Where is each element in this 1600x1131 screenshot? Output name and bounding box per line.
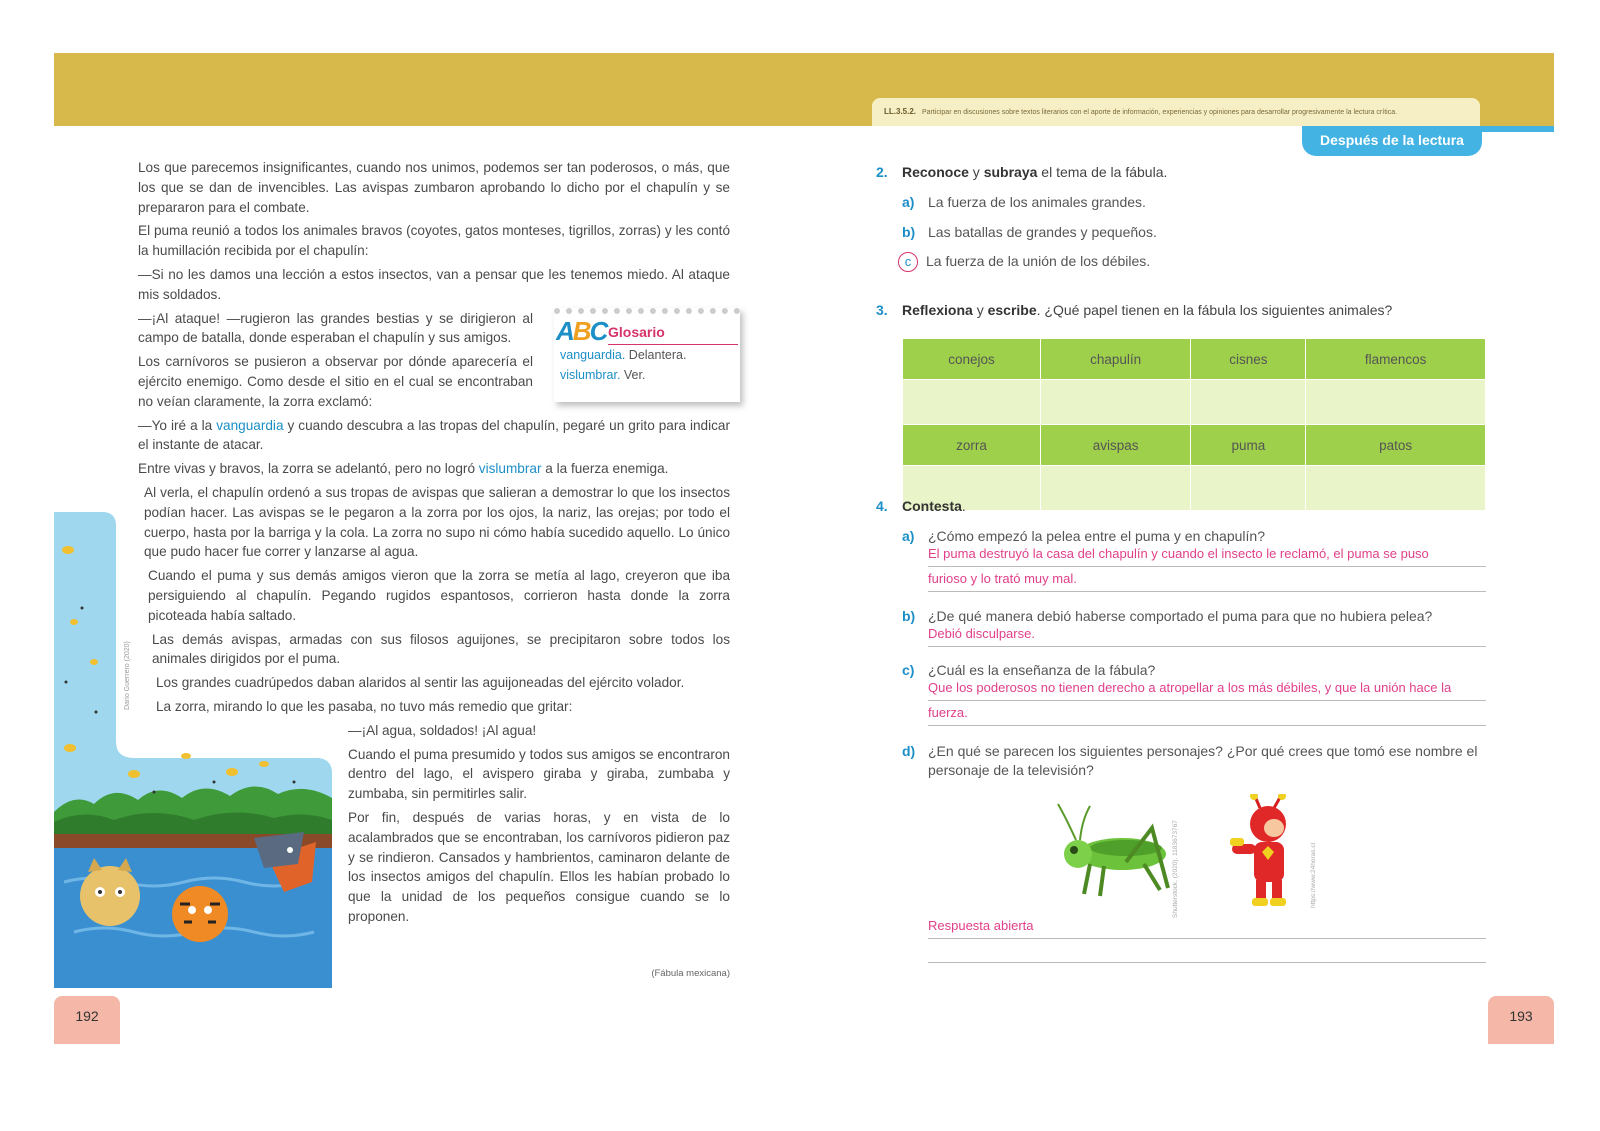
table-header-cell: avispas: [1040, 425, 1190, 466]
grasshopper-credit: Shutterstock, (2020). 1183673767: [1172, 820, 1179, 918]
paragraph: —¡Al ataque! —rugieron las grandes bestias y se dirigieron al campo de batalla, donde esperaban el chapulín y sus amigos.: [138, 310, 533, 346]
glossary-entry: vislumbrar. Ver.: [560, 368, 646, 382]
answer-cell[interactable]: [1191, 466, 1306, 511]
grasshopper-image: [1056, 798, 1176, 908]
answer-cell[interactable]: [1040, 466, 1190, 511]
option-c-selected[interactable]: c La fuerza de la unión de los débiles.: [902, 252, 1150, 272]
question-4d: d) ¿En qué se parecen los siguientes personajes? ¿Por qué crees que tomó ese nombre el personaje de la televisión?: [902, 743, 1478, 778]
standard-code: LL.3.5.2.: [884, 107, 917, 116]
glossary-box: [554, 308, 740, 402]
table-header-cell: flamencos: [1306, 339, 1486, 380]
paragraph: —Si no les damos una lección a estos insectos, van a pensar que les tenemos miedo. Al ataque mis soldados.: [138, 266, 730, 302]
paragraph: Los carnívoros se pusieron a observar por dónde aparecería el ejército enemigo. Como desde el sitio en el cual se encontraban no veían claramente, la zorra exclamó:: [138, 354, 533, 409]
selected-circle-mark: c: [898, 252, 918, 272]
question-3: 3. Reflexiona y escribe. ¿Qué papel tienen en la fábula los siguientes animales?: [876, 302, 1393, 318]
question-4a: a) ¿Cómo empezó la pelea entre el puma y en chapulín?: [902, 528, 1265, 544]
glossary-header: [554, 316, 740, 346]
character-credit: https://www.24horas.cl: [1310, 842, 1317, 908]
answer-cell[interactable]: [1191, 380, 1306, 425]
animals-table: [902, 338, 1486, 511]
paragraph: —Yo iré a la vanguardia y cuando descubra a las tropas del chapulín, pegaré un grito para indicar el instante de atacar.: [138, 417, 731, 453]
table-header-cell: cisnes: [1191, 339, 1306, 380]
answer-cell[interactable]: [1306, 466, 1486, 511]
paragraph: El puma reunió a todos los animales bravos (coyotes, gatos monteses, tigrillos, zorras) y les contó la humillación recibida por el chapulín:: [138, 223, 730, 259]
page-number-left: 192: [54, 996, 120, 1044]
page-number-right: 193: [1488, 996, 1554, 1044]
table-header-cell: conejos: [903, 339, 1041, 380]
standard-strip: [872, 98, 1480, 126]
answer-line[interactable]: Respuesta abierta: [928, 914, 1486, 939]
table-header-cell: patos: [1306, 425, 1486, 466]
question-2: 2. Reconoce y subraya el tema de la fábula.: [876, 164, 1168, 180]
paragraph: Al verla, el chapulín ordenó a sus tropas de avispas que salieran a demostrar lo que los insectos podían hacer. Las avispas se le pegaron a la zorra por los ojos, la nariz, las orejas; por todo el cuerpo, hasta por la barriga y la cola. La zorra no supo ni cómo había sucedido aquello. Lo único que pudo hacer fue correr y lanzarse al agua.: [144, 484, 730, 560]
paragraph: Cuando el puma y sus demás amigos vieron que la zorra se metía al lago, creyeron que iba persiguiendo al chapulín. Pegando rugidos espantosos, corrieron hasta donde la zorra picoteada había saltado.: [148, 568, 730, 623]
standard-text: Participar en discusiones sobre textos literarios con el aporte de información, experiencias y opiniones para desarrollar progresivamente la lectura crítica.: [921, 109, 1398, 116]
answer-cell[interactable]: [1040, 380, 1190, 425]
question-4c: c) ¿Cuál es la enseñanza de la fábula?: [902, 662, 1156, 678]
paragraph: Las demás avispas, armadas con sus filosos aguijones, se precipitaron sobre todos los animales dirigidos por el puma.: [152, 631, 730, 667]
abc-icon: ABC: [556, 316, 607, 346]
fable-source: (Fábula mexicana): [651, 968, 730, 979]
glossary-underline: [608, 344, 738, 345]
paragraph: Cuando el puma presumido y todos sus amigos se encontraron dentro del lago, el avispero giraba y giraba, zumbaba y zumbaba, sin permitirles salir.: [348, 746, 730, 802]
answer-line-blank[interactable]: [928, 962, 1486, 963]
option-b[interactable]: b) Las batallas de grandes y pequeños.: [902, 224, 1157, 240]
paragraph: Los grandes cuadrúpedos daban alaridos al sentir las aguijoneadas del ejército volador.: [156, 675, 685, 691]
paragraph: Por fin, después de varias horas, y en vista de lo acalambrados que se encontraban, los carnívoros pidieron paz y se rindieron. Cansados y hambrientos, caminaron delante de los insectos amigos del chapulín. Ellos les habían probado lo que la unidad de los pequeños consigue cuando se lo proponen.: [348, 809, 730, 924]
table-header-cell: zorra: [903, 425, 1041, 466]
glossary-term-link: vanguardia: [216, 417, 284, 433]
option-a[interactable]: a) La fuerza de los animales grandes.: [902, 194, 1146, 210]
question-4b: b) ¿De qué manera debió haberse comportado el puma para que no hubiera pelea?: [902, 608, 1433, 624]
answer-line[interactable]: furioso y lo trató muy mal.: [928, 567, 1486, 592]
lake-illustration: [54, 512, 332, 988]
answer-line[interactable]: El puma destruyó la casa del chapulín y cuando el insecto le reclamó, el puma se puso: [928, 542, 1486, 567]
answer-cell[interactable]: [1306, 380, 1486, 425]
glossary-term-link: vislumbrar: [478, 461, 542, 477]
answer-line[interactable]: Debió disculparse.: [928, 622, 1486, 647]
glossary-title: Glosario: [608, 324, 665, 340]
answer-line[interactable]: Que los poderosos no tienen derecho a atropellar a los más débiles, y que la unión hace la: [928, 676, 1486, 701]
table-header-cell: puma: [1191, 425, 1306, 466]
illustration-credit: Dario Guerrero (2020): [124, 641, 131, 710]
section-tab: Después de la lectura: [1302, 126, 1482, 156]
question-4: 4. Contesta.: [876, 498, 966, 514]
glossary-entry: vanguardia. Delantera.: [560, 348, 687, 362]
chapulin-character-image: [1226, 794, 1316, 910]
paragraph: La zorra, mirando lo que les pasaba, no tuvo más remedio que gritar:: [156, 698, 573, 714]
paragraph: Entre vivas y bravos, la zorra se adelantó, pero no logró vislumbrar a la fuerza enemiga.: [138, 461, 669, 477]
table-header-cell: chapulín: [1040, 339, 1190, 380]
paragraph: —¡Al agua, soldados! ¡Al agua!: [348, 722, 537, 738]
paragraph: Los que parecemos insignificantes, cuando nos unimos, podemos ser tan poderosos, o más, que los que se dan de invencibles. Las avispas zumbaron aprobando lo dicho por el chapulín y se prepararon para el combate.: [138, 160, 730, 215]
answer-line[interactable]: fuerza.: [928, 701, 1486, 726]
answer-cell[interactable]: [903, 380, 1041, 425]
